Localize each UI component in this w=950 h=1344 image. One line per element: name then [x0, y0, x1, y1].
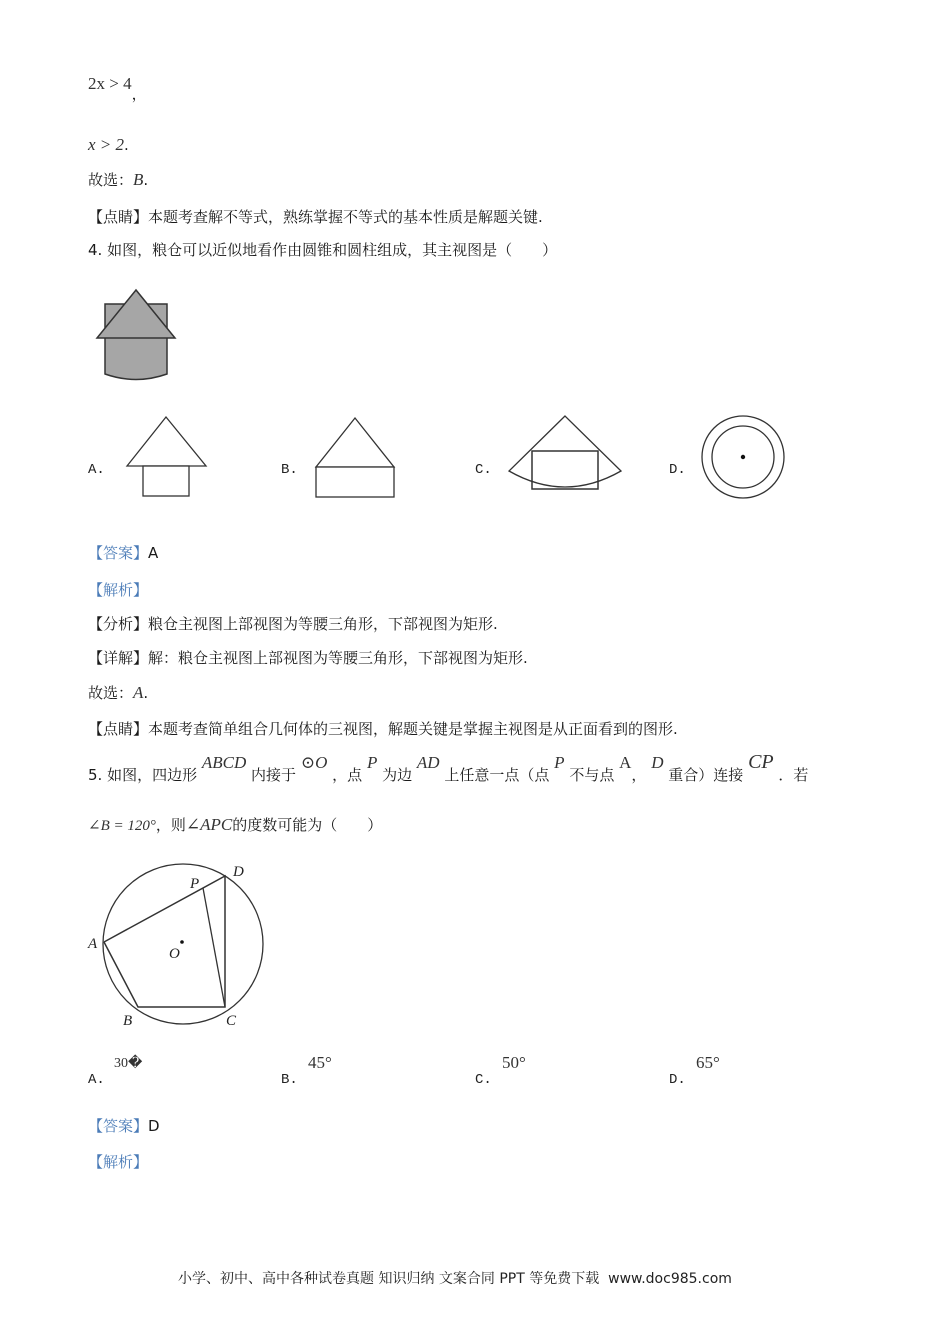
choice-prefix: 故选： — [88, 684, 134, 702]
label-a: A — [88, 936, 98, 952]
label-o: O — [169, 946, 180, 962]
label-p: P — [190, 876, 200, 892]
comment-label: 【点睛】 — [88, 208, 149, 226]
inequality-2x-gt-4: 2x > 4 — [88, 74, 132, 93]
q4-comment-line — [88, 719, 678, 739]
fenxi-label: 【分析】 — [88, 615, 149, 633]
xiangjie-text: 解：粮仓主视图上部视图为等腰三角形，下部视图为矩形. — [148, 649, 528, 667]
q5-option-a-label[interactable]: A. — [88, 1072, 105, 1088]
stem-text: 不与点 — [569, 766, 615, 784]
comment-line-prev — [88, 207, 543, 227]
q5-option-c-label[interactable]: C. — [475, 1072, 492, 1088]
q4-answer-line — [88, 543, 158, 563]
q5-option-c-value[interactable]: 50° — [502, 1053, 526, 1072]
q4-option-a-figure[interactable] — [126, 416, 208, 498]
math-a: A — [619, 753, 632, 772]
math-d: D — [651, 753, 664, 772]
choice-value: B — [133, 170, 144, 189]
answer-value: A — [148, 544, 159, 562]
footer — [178, 1268, 732, 1288]
q5-option-d-label[interactable]: D. — [669, 1072, 686, 1088]
comment-text: 本题考查解不等式，熟练掌握不等式的基本性质是解题关键. — [148, 208, 543, 226]
q5-option-b-label[interactable]: B. — [281, 1072, 298, 1088]
q4-option-a-label[interactable]: A. — [88, 462, 105, 478]
q4-fenxi-line — [88, 614, 498, 634]
choice-value: A — [133, 683, 144, 702]
punct: . — [124, 136, 129, 154]
stem-text: ， — [631, 766, 647, 784]
q4-analysis-heading — [88, 580, 148, 600]
xiangjie-label: 【详解】 — [88, 649, 149, 667]
analysis-label: 【解析】 — [88, 1153, 149, 1171]
q4-option-c-label[interactable]: C. — [475, 462, 492, 478]
stem-text: ．若 — [778, 766, 809, 784]
circle-quadrilateral-figure — [86, 858, 276, 1028]
math-angle-apc: ∠APC — [185, 815, 233, 834]
q4-option-c-figure[interactable] — [508, 415, 624, 495]
answer-value: D — [148, 1117, 160, 1135]
math-abcd: ABCD — [201, 753, 247, 772]
q5-option-b-value[interactable]: 45° — [308, 1053, 332, 1072]
math-p: P — [554, 753, 565, 772]
choice-prefix: 故选： — [88, 171, 134, 189]
math-p: P — [366, 753, 378, 772]
stem-text: 5. 如图，四边形 — [88, 766, 198, 784]
q5-answer-line — [88, 1116, 160, 1136]
q4-xiangjie-line — [88, 648, 528, 668]
choice-line-prev — [88, 170, 148, 190]
inequality-x-gt-2: x > 2 — [88, 135, 125, 154]
math-step-2 — [88, 135, 129, 155]
granary-figure — [96, 288, 178, 384]
math-cp: CP — [748, 751, 774, 773]
q4-option-d-figure[interactable] — [700, 414, 788, 502]
fenxi-text: 粮仓主视图上部视图为等腰三角形，下部视图为矩形. — [148, 615, 498, 633]
q4-choice-line — [88, 683, 148, 703]
q4-option-b-label[interactable]: B. — [281, 462, 298, 478]
footer-link[interactable]: www.doc985.com — [608, 1271, 732, 1287]
choice-suffix: . — [143, 171, 149, 189]
math-angle-b: ∠B = 120° — [88, 818, 156, 834]
q5-option-d-value[interactable]: 65° — [696, 1053, 720, 1072]
math-ad: AD — [416, 753, 440, 772]
q5-stem-line-1 — [88, 751, 809, 785]
q5-option-a-value[interactable]: 30� — [114, 1056, 143, 1071]
label-b: B — [123, 1013, 133, 1029]
stem-text: 为边 — [382, 766, 413, 784]
stem-text: 的度数可能为（ ） — [232, 816, 383, 834]
choice-suffix: . — [143, 684, 149, 702]
comment-text: 本题考查简单组合几何体的三视图，解题关键是掌握主视图是从正面看到的图形. — [148, 720, 678, 738]
q5-analysis-heading — [88, 1152, 148, 1172]
math-circle-o: ⊙O — [300, 753, 328, 772]
answer-label: 【答案】 — [88, 544, 149, 562]
stem-text: ，则 — [155, 816, 186, 834]
analysis-label: 【解析】 — [88, 581, 149, 599]
footer-text: 小学、初中、高中各种试卷真题 知识归纳 文案合同 PPT 等免费下载 — [178, 1271, 600, 1287]
q5-stem-line-2 — [88, 815, 382, 836]
stem-text: 内接于 — [251, 766, 297, 784]
stem-text: 上任意一点（点 — [444, 766, 550, 784]
label-d: D — [233, 864, 244, 880]
q4-option-b-figure[interactable] — [315, 417, 397, 499]
stem-text: 重合）连接 — [668, 766, 744, 784]
q4-option-d-label[interactable]: D. — [669, 462, 686, 478]
stem-text: ，点 — [332, 766, 363, 784]
q4-stem: 4. 如图，粮仓可以近似地看作由圆锥和圆柱组成，其主视图是（ ） — [88, 241, 558, 259]
answer-label: 【答案】 — [88, 1117, 149, 1135]
label-c: C — [226, 1013, 237, 1029]
comment-label: 【点睛】 — [88, 720, 149, 738]
math-step-1 — [88, 74, 147, 103]
punct: ， — [131, 85, 147, 103]
